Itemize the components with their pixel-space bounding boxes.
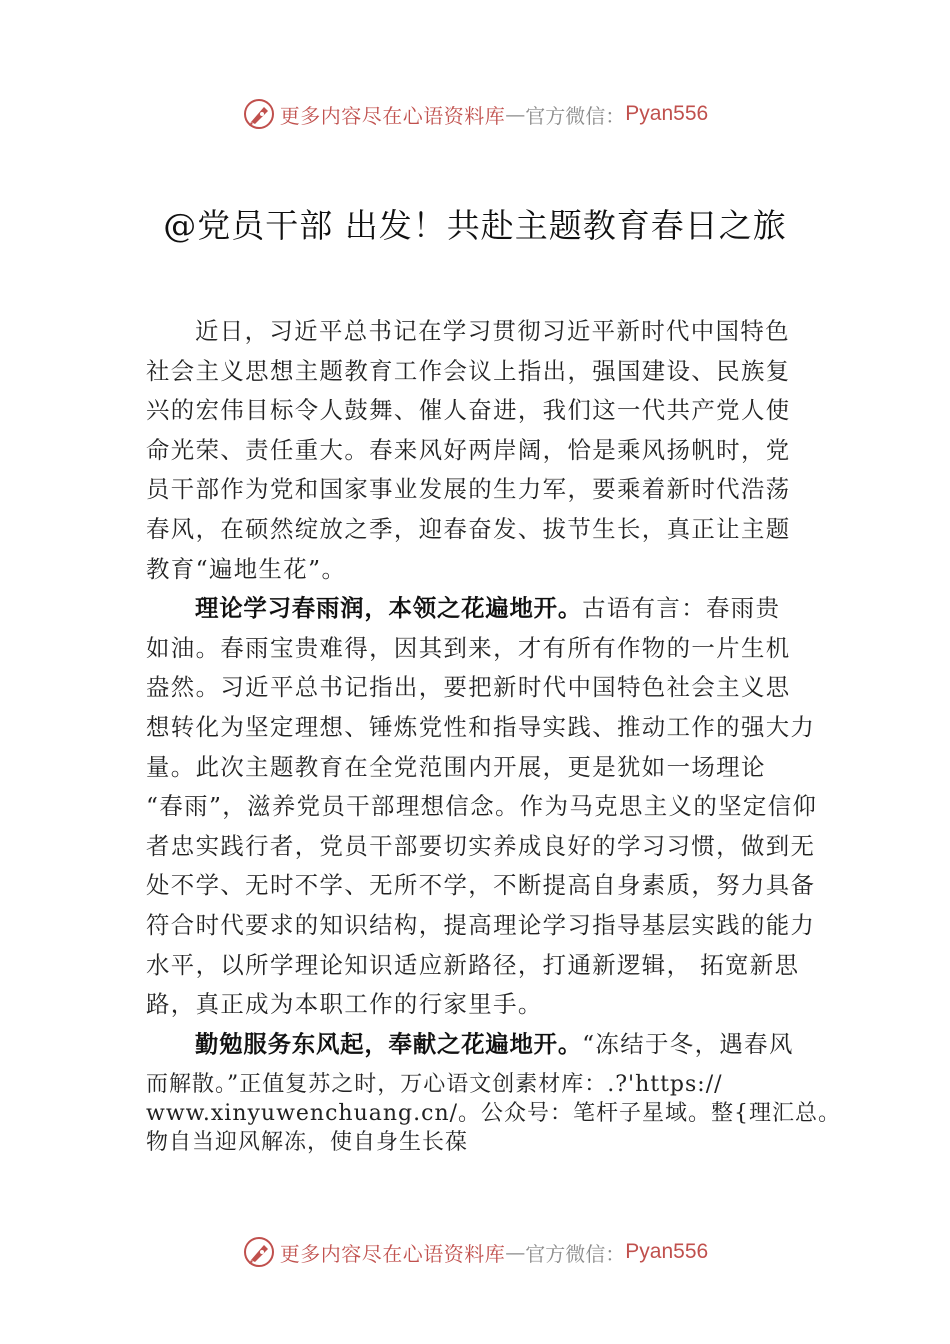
banner-account: Pyan556 [625, 102, 709, 125]
pen-nib-seal-icon [242, 1235, 276, 1269]
text-line: 教育“遍地生花”。 [146, 554, 347, 583]
text-line: “春雨”，滋养党员干部理想信念。作为马克思主义的坚定信仰 [146, 792, 818, 821]
text-line: 想转化为坚定理想、锤炼党性和指导实践、推动工作的强大力 [146, 712, 816, 741]
text-line-rest: “冻结于冬，遇春风 [582, 1029, 794, 1058]
text-line: 符合时代要求的知识结构，提高理论学习指导基层实践的能力 [146, 910, 816, 939]
text-line: 而解散。”正值复苏之时，万心语文创素材库：.?'https:// [146, 1072, 723, 1098]
footer-watermark-banner [0, 1230, 950, 1274]
text-line: 水平，以所学理论知识适应新路径，打通新逻辑， 拓宽新思 [146, 950, 800, 979]
paragraph-theory-study [146, 589, 816, 1025]
banner-wechat-label: 官方微信： [525, 1241, 626, 1266]
text-line: 如油。春雨宝贵难得，因其到来，才有所有作物的一片生机 [146, 633, 791, 662]
text-line: 量。此次主题教育在全党范围内开展，更是犹如一场理论 [146, 752, 766, 781]
text-line: 者忠实践行者，党员干部要切实养成良好的学习习惯，做到无 [146, 831, 816, 860]
text-line: 路，真正成为本职工作的行家里手。 [146, 990, 543, 1019]
text-line: 社会主义思想主题教育工作会议上指出，强国建设、民族复 [146, 356, 791, 385]
text-line: 春风，在硕然绽放之季，迎春奋发、拔节生长，真正让主题 [146, 514, 791, 543]
text-line: 兴的宏伟目标令人鼓舞、催人奋进，我们这一代共产党人使 [146, 396, 791, 425]
banner-wechat-label: 官方微信： [525, 103, 626, 128]
section-heading: 勤勉服务东风起，奉献之花遍地开。 [195, 1029, 583, 1058]
text-line: 物自当迎风解冻，使自身生长葆 [146, 1130, 469, 1156]
text-line: 命光荣、责任重大。春来风好两岸阔，恰是乘风扬帆时，党 [146, 435, 791, 464]
text-line: www.xinyuwenchuang.cn/。公众号：笔杆子星域。整{理汇总。 [146, 1101, 842, 1127]
banner-brand-text: 更多内容尽在心语资料库 [279, 103, 506, 128]
header-watermark-banner [0, 92, 950, 136]
text-line: 近日，习近平总书记在学习贯彻习近平新时代中国特色 [195, 317, 790, 345]
pen-nib-seal-icon [242, 97, 276, 131]
banner-account: Pyan556 [625, 1240, 709, 1263]
section-heading: 理论学习春雨润，本领之花遍地开。 [195, 594, 583, 623]
paragraph-tail [146, 1070, 842, 1157]
paragraph-service [146, 1025, 842, 1158]
banner-brand-text: 更多内容尽在心语资料库 [279, 1241, 506, 1266]
text-line-rest: 古语有言：春雨贵 [582, 594, 781, 623]
text-line: 盎然。习近平总书记指出，要把新时代中国特色社会主义思 [146, 673, 791, 702]
article-body [146, 312, 842, 1157]
paragraph-intro [146, 312, 816, 589]
text-line: 员干部作为党和国家事业发展的生力军，要乘着新时代浩荡 [146, 475, 791, 504]
text-line [146, 1025, 816, 1065]
text-line: 处不学、无时不学、无所不学，不断提高自身素质，努力具备 [146, 871, 816, 900]
page-title: @党员干部 出发！共赴主题教育春日之旅 [163, 206, 787, 245]
banner-separator: — [505, 102, 526, 126]
banner-separator: — [505, 1240, 526, 1264]
text-line [146, 589, 816, 629]
